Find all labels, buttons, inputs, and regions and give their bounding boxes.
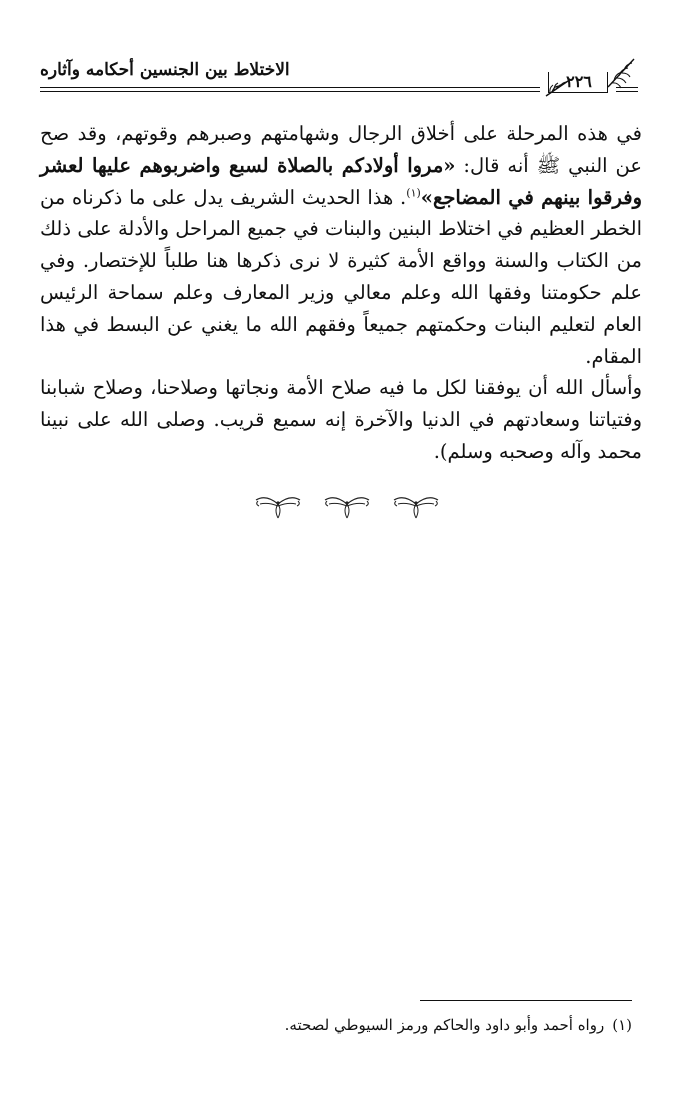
floral-ornament-icon	[252, 492, 304, 520]
header-rule-tail	[616, 91, 638, 92]
section-ornament	[252, 492, 442, 522]
text-run: . هذا الحديث الشريف يدل على ما ذكرناه من الخطر العظيم في اختلاط البنين والبنات في جميع المراحل والأدلة على ذلك من الكتاب والسنة وواقع الأمة كثيرة لا نرى ذكرها هنا طلباً للإختصار. وفي علم حكومتنا وفقها الله وعلم معالي وزير المعارف وعلم سماحة الرئيس العام لتعليم البنات وحكمتهم جميعاً وفقهم الله ما يغني عن البسط في هذا المقام.	[40, 185, 642, 368]
floral-ornament-icon	[390, 492, 442, 520]
text-run: في هذه المرحلة على أخلاق الرجال وشهامتهم وصبرهم وقوتهم، وقد صح عن النبي ﷺ أنه قال:	[40, 122, 642, 177]
hadith-quote: «مروا أولادكم بالصلاة لسبع واضربوهم عليها لعشر وفرقوا بينهم في المضاجع»	[40, 153, 642, 209]
page-number: ٢٢٦	[566, 72, 592, 91]
header-rule-top	[40, 87, 540, 88]
footnote	[72, 1013, 632, 1037]
main-text	[40, 118, 642, 468]
header-rule-tail	[616, 87, 638, 88]
paragraph: وأسأل الله أن يوفقنا لكل ما فيه صلاح الأمة ونجاتها وصلاحنا، وصلاح شبابنا وفتياتنا وسعادتهم في الدنيا والآخرة إنه سميع قريب. وصلى الله على نبينا محمد وآله وصحبه وسلم).	[40, 376, 642, 463]
running-header	[40, 50, 638, 100]
header-rule-bottom	[40, 91, 540, 92]
footnote-number: (١)	[612, 1016, 632, 1034]
footnote-text: رواه أحمد وأبو داود والحاكم ورمز السيوطي لصحته.	[284, 1016, 605, 1034]
footnote-marker: (١)	[406, 186, 421, 200]
footnote-separator	[420, 1000, 632, 1001]
leaf-sprig-icon	[604, 55, 638, 89]
paragraph	[40, 118, 642, 372]
header-title: الاختلاط بين الجنسين أحكامه وآثاره	[40, 60, 290, 80]
floral-ornament-icon	[321, 492, 373, 520]
